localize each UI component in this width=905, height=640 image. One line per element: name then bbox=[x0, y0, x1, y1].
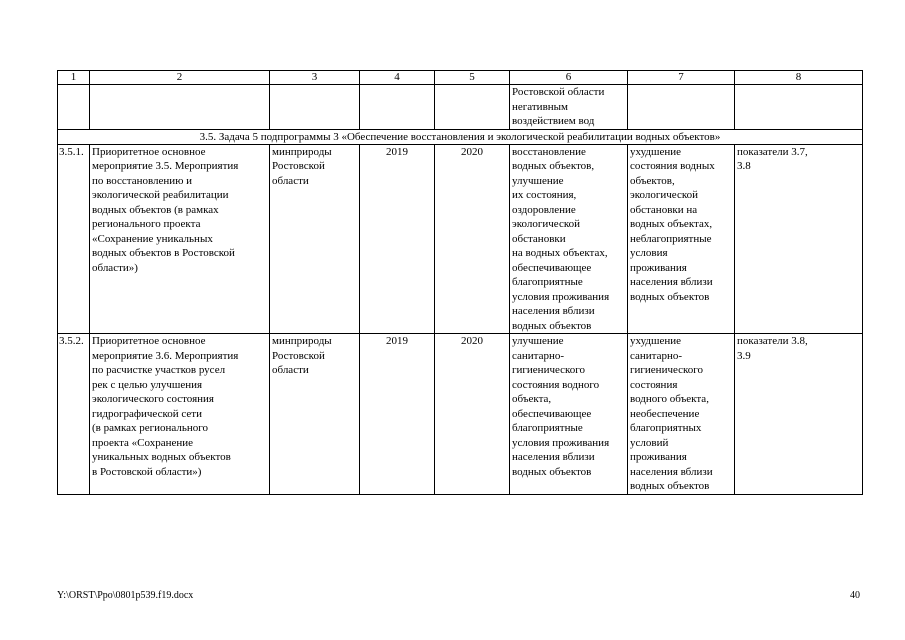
end-year: 2020 bbox=[435, 334, 510, 495]
task-heading: 3.5. Задача 5 подпрограммы 3 «Обеспечение восстановления и экологической реабилитации водных объектов» bbox=[58, 129, 863, 144]
empty-cell bbox=[735, 85, 863, 130]
header-cell: 6 bbox=[510, 71, 628, 85]
expected-result: улучшение санитарно- гигиенического состояния водного объекта, обеспечивающее благоприятные условия проживания населения вблизи водных объектов bbox=[510, 334, 628, 495]
end-year: 2020 bbox=[435, 144, 510, 334]
program-measures-table bbox=[57, 70, 863, 495]
measure-name: Приоритетное основное мероприятие 3.6. Мероприятия по расчистке участков русел рек с целью улучшения экологического состояния гидрографической сети (в рамках регионального проекта «Сохранение уникальных водных объектов в Ростовской области») bbox=[90, 334, 270, 495]
empty-cell bbox=[435, 85, 510, 130]
empty-cell bbox=[90, 85, 270, 130]
continuation-row bbox=[58, 85, 863, 130]
continuation-result-cell: Ростовской области негативным воздействием вод bbox=[510, 85, 628, 130]
row-number: 3.5.1. bbox=[58, 144, 90, 334]
executor: минприроды Ростовской области bbox=[270, 334, 360, 495]
page-number: 40 bbox=[850, 590, 860, 601]
measure-name: Приоритетное основное мероприятие 3.5. Мероприятия по восстановлению и экологической реабилитации водных объектов (в рамках регионального проекта «Сохранение уникальных водных объектов в Ростовской области») bbox=[90, 144, 270, 334]
empty-cell bbox=[270, 85, 360, 130]
table-row bbox=[58, 334, 863, 495]
empty-cell bbox=[628, 85, 735, 130]
header-cell: 7 bbox=[628, 71, 735, 85]
related-indicators: показатели 3.7, 3.8 bbox=[735, 144, 863, 334]
table-row bbox=[58, 144, 863, 334]
header-cell: 4 bbox=[360, 71, 435, 85]
header-cell: 5 bbox=[435, 71, 510, 85]
executor: минприроды Ростовской области bbox=[270, 144, 360, 334]
start-year: 2019 bbox=[360, 144, 435, 334]
row-number: 3.5.2. bbox=[58, 334, 90, 495]
header-cell: 2 bbox=[90, 71, 270, 85]
footer-file-path: Y:\ORST\Ppo\0801p539.f19.docx bbox=[57, 590, 194, 601]
non-implementation-consequences: ухудшение состояния водных объектов, экологической обстановки на водных объектах, неблагоприятные условия проживания населения вблизи водных объектов bbox=[628, 144, 735, 334]
related-indicators: показатели 3.8, 3.9 bbox=[735, 334, 863, 495]
table-header-row bbox=[58, 71, 863, 85]
empty-cell bbox=[360, 85, 435, 130]
header-cell: 1 bbox=[58, 71, 90, 85]
task-heading-row bbox=[58, 129, 863, 144]
header-cell: 8 bbox=[735, 71, 863, 85]
expected-result: восстановление водных объектов, улучшение их состояния, оздоровление экологической обстановки на водных объектах, обеспечивающее благоприятные условия проживания населения вблизи водных объектов bbox=[510, 144, 628, 334]
empty-cell bbox=[58, 85, 90, 130]
header-cell: 3 bbox=[270, 71, 360, 85]
start-year: 2019 bbox=[360, 334, 435, 495]
non-implementation-consequences: ухудшение санитарно- гигиенического состояния водного объекта, необеспечение благоприятных условий проживания населения вблизи водных объектов bbox=[628, 334, 735, 495]
